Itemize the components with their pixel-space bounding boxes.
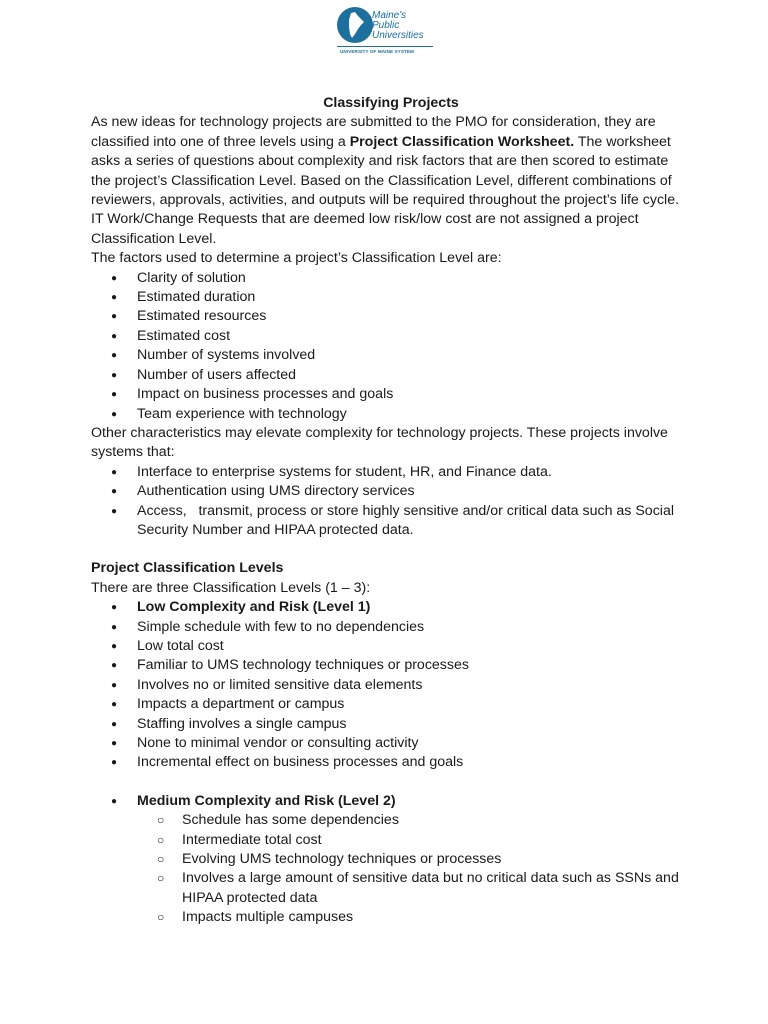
list-item: ● Interface to enterprise systems for student, HR, and Finance data. (91, 463, 691, 482)
other-characteristics-list (91, 463, 691, 541)
intro-text-end: The worksheet asks a series of questions about complexity and risk factors that are then scored to estimate the project’s Classification Level. Based on the Classification Level, different combinations of reviewers, approvals, activities, and outputs will be required throughout the project’s life cycle. IT Work/Change Requests that are deemed low risk/low cost are not assigned a project Classification Level. (91, 133, 680, 247)
logo-divider (337, 46, 433, 47)
levels-heading: Project Classification Levels (91, 560, 284, 577)
low-level-list (91, 598, 691, 773)
logo-wordmark (372, 11, 424, 41)
other-characteristics-intro: Other characteristics may elevate complexity for technology projects. These projects involve systems that: (91, 424, 668, 461)
levels-intro: There are three Classification Levels (1 – 3): (91, 579, 371, 596)
list-item: ○ Evolving UMS technology techniques or processes (91, 850, 691, 869)
list-item: ○ Intermediate total cost (91, 831, 691, 850)
list-item: ○ Schedule has some dependencies (91, 811, 691, 830)
list-item: ● Access, transmit, process or store highly sensitive and/or critical data such as Social Security Number and HIPAA protected data. (91, 502, 691, 541)
list-item: ● None to minimal vendor or consulting activity (91, 734, 691, 753)
list-item: ● Impact on business processes and goals (91, 385, 691, 404)
worksheet-name: Project Classification Worksheet. (349, 133, 575, 150)
low-level-title: ● Low Complexity and Risk (Level 1) (91, 598, 691, 617)
list-item: ● Impacts a department or campus (91, 695, 691, 714)
list-item: ● Number of systems involved (91, 346, 691, 365)
list-item: ● Team experience with technology (91, 405, 691, 424)
list-item: ● Staffing involves a single campus (91, 715, 691, 734)
list-item: ○ Involves a large amount of sensitive data but no critical data such as SSNs and HIPAA protected data (91, 869, 691, 908)
medium-level-sublist (91, 811, 691, 927)
factors-list (91, 269, 691, 424)
page-title: Classifying Projects (323, 95, 459, 111)
list-item: ● Simple schedule with few to no dependencies (91, 618, 691, 637)
spacer (91, 773, 691, 792)
intro-paragraph (91, 113, 691, 249)
list-item: ● Estimated duration (91, 288, 691, 307)
maine-state-icon (337, 7, 373, 43)
logo-line-3: Universities (372, 30, 424, 41)
intro-text-start: As new ideas for technology projects are submitted to the PMO for consideration, they are classified into one of three levels using a (91, 114, 656, 150)
university-logo (337, 7, 437, 53)
list-item: ● Familiar to UMS technology techniques or processes (91, 656, 691, 675)
list-item: ● Low total cost (91, 637, 691, 656)
factors-intro: The factors used to determine a project’s Classification Level are: (91, 250, 502, 267)
list-item: ● Involves no or limited sensitive data elements (91, 676, 691, 695)
medium-level-title: ● Medium Complexity and Risk (Level 2) (91, 792, 691, 811)
document-body (91, 94, 691, 928)
list-item: ○ Impacts multiple campuses (91, 908, 691, 927)
list-item: ● Estimated cost (91, 327, 691, 346)
logo-subtitle: UNIVERSITY OF MAINE SYSTEM (340, 49, 414, 54)
logo-line-1: Maine's (372, 10, 407, 21)
list-item: ● Authentication using UMS directory services (91, 482, 691, 501)
list-item: ● Incremental effect on business processes and goals (91, 753, 691, 772)
logo-line-2: Public (372, 20, 400, 31)
medium-level-list (91, 792, 691, 811)
list-item: ● Clarity of solution (91, 269, 691, 288)
spacer (91, 540, 691, 559)
list-item: ● Estimated resources (91, 307, 691, 326)
list-item: ● Number of users affected (91, 366, 691, 385)
